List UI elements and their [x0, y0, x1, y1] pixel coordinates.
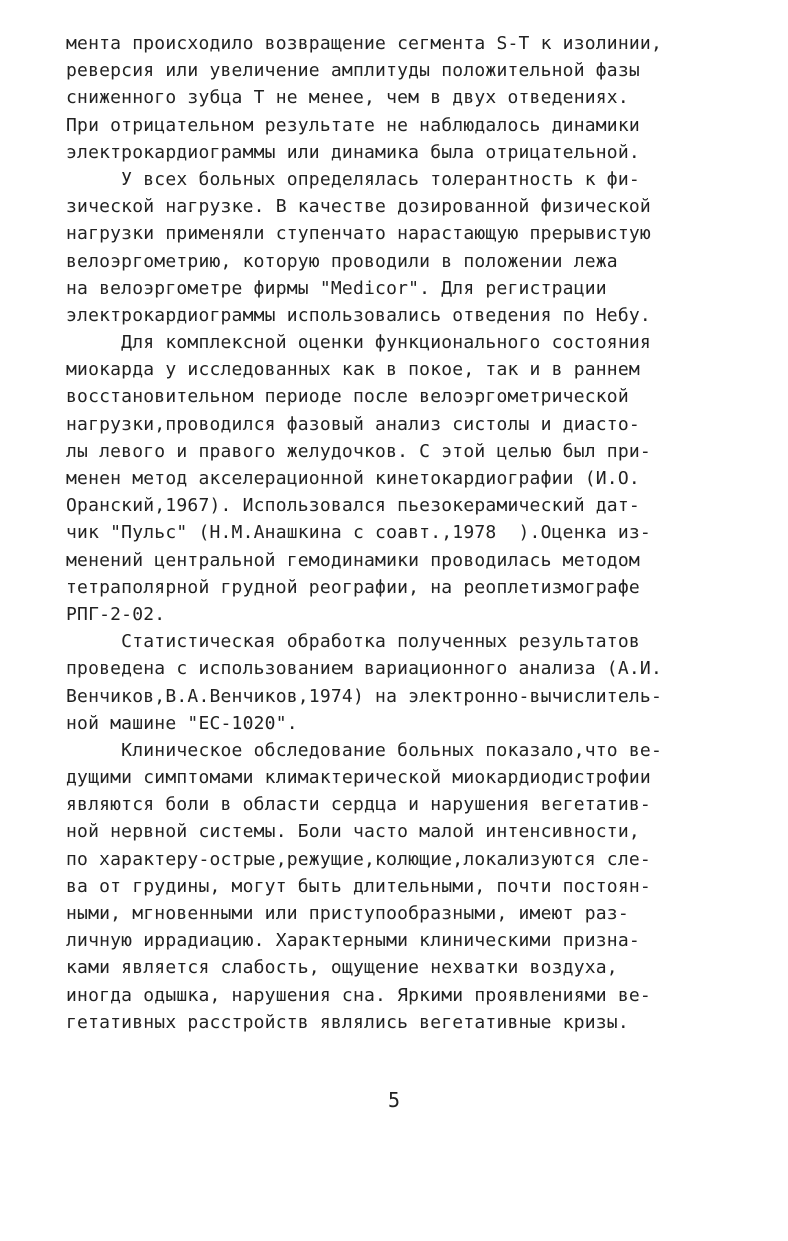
text-line: миокарда у исследованных как в покое, так и в раннем [66, 359, 640, 381]
text-line: менений центральной гемодинамики проводилась методом [66, 549, 640, 571]
text-line: нагрузки,проводился фазовый анализ систолы и диасто- [66, 413, 640, 435]
text-line: проведена с использованием вариационного анализа (А.И. [66, 658, 662, 680]
text-line: При отрицательном результате не наблюдалось динамики [66, 114, 640, 136]
text-line: на велоэргометре фирмы "Medicor". Для регистрации [66, 277, 607, 299]
text-line: Оранский,1967). Использовался пьезокерамический дат- [66, 495, 640, 517]
text-line: Венчиков,В.А.Венчиков,1974) на электронно-вычислитель- [66, 685, 662, 707]
text-line: мента происходило возвращение сегмента S-T к изолинии, [66, 33, 662, 54]
text-line: У всех больных определялась толерантность к фи- [66, 168, 640, 190]
text-line: электрокардиограммы или динамика была отрицательной. [66, 141, 640, 163]
text-line: Статистическая обработка полученных результатов [66, 631, 640, 653]
text-line: ной машине "ЕС-1020". [66, 712, 298, 734]
text-line: ными, мгновенными или приступообразными, имеют раз- [66, 903, 629, 924]
text-line: лы левого и правого желудочков. С этой целью был при- [66, 440, 651, 462]
text-line: менен метод акселерационной кинетокардиографии (И.О. [66, 468, 640, 489]
page-number: 5 [387, 1088, 401, 1112]
text-line: восстановительном периоде после велоэргометрической [66, 386, 629, 408]
body-text [66, 30, 734, 1036]
text-line: дущими симптомами климактерической миокардиодистрофии [66, 767, 651, 789]
text-line: личную иррадиацию. Характерными клиническими призна- [66, 930, 640, 952]
text-line: иногда одышка, нарушения сна. Яркими проявлениями ве- [66, 984, 651, 1006]
text-line: ва от грудины, могут быть длительными, почти постоян- [66, 875, 651, 897]
text-line: электрокардиограммы использовались отведения по Небу. [66, 304, 651, 326]
text-line: Клиническое обследование больных показало,что ве- [66, 739, 662, 761]
text-line: РПГ-2-02. [66, 603, 166, 625]
text-line: велоэргометрию, которую проводили в положении лежа [66, 250, 618, 272]
text-line: Для комплексной оценки функционального состояния [66, 332, 651, 354]
text-line: зической нагрузке. В качестве дозированной физической [66, 196, 651, 218]
text-line: являются боли в области сердца и нарушения вегетатив- [66, 794, 651, 816]
text-line: чик "Пульс" (Н.М.Анашкина с соавт.,1978 ).Оценка из- [66, 522, 651, 544]
text-line: по характеру-острые,режущие,колющие,локализуются сле- [66, 848, 651, 870]
text-line: сниженного зубца Т не менее, чем в двух отведениях. [66, 87, 629, 109]
text-line: нагрузки применяли ступенчато нарастающую прерывистую [66, 223, 651, 245]
text-line: тетраполярной грудной реографии, на реоплетизмографе [66, 576, 640, 598]
text-line: ками является слабость, ощущение нехватки воздуха, [66, 957, 618, 979]
text-line: реверсия или увеличение амплитуды положительной фазы [66, 60, 640, 82]
text-line: ной нервной системы. Боли часто малой интенсивности, [66, 821, 640, 843]
text-line: гетативных расстройств являлись вегетативные кризы. [66, 1011, 629, 1033]
